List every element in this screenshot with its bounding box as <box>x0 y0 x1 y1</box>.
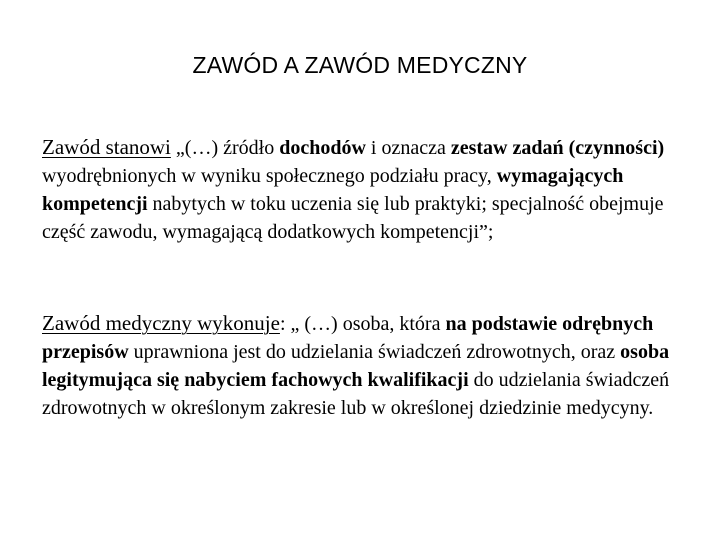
text-segment: uprawniona jest do udzielania świadczeń zdrowotnych, oraz <box>128 341 621 363</box>
bold-qualified-person: osoba legitymująca się nabyciem fachowych kwalifikacji <box>42 341 670 391</box>
slide-title: ZAWÓD A ZAWÓD MEDYCZNY <box>192 52 528 78</box>
bold-legal-basis: na podstawie odrębnych przepisów <box>42 313 654 363</box>
text-segment: i oznacza <box>365 137 451 159</box>
bold-competences: wymagających kompetencji <box>42 165 624 215</box>
bold-task-set: zestaw zadań (czynności) <box>450 137 665 159</box>
text-segment: „(…) źródło <box>170 137 280 159</box>
term-profession: Zawód stanowi <box>42 135 171 159</box>
text-segment: : „ (…) osoba, która <box>279 313 446 335</box>
text-segment: wyodrębnionych w wyniku społecznego podziału pracy, <box>42 165 497 187</box>
term-medical-profession: Zawód medyczny wykonuje <box>42 311 280 335</box>
definition-profession <box>42 133 692 246</box>
bold-income: dochodów <box>279 137 366 159</box>
text-segment: do udzielania świadczeń zdrowotnych w określonym zakresie lub w określonej dziedzinie medycyny. <box>42 369 670 419</box>
text-segment: nabytych w toku uczenia się lub praktyki; specjalność obejmuje część zawodu, wymagającą dodatkowych kompetencji”; <box>42 193 664 243</box>
definition-medical-profession <box>42 309 692 422</box>
